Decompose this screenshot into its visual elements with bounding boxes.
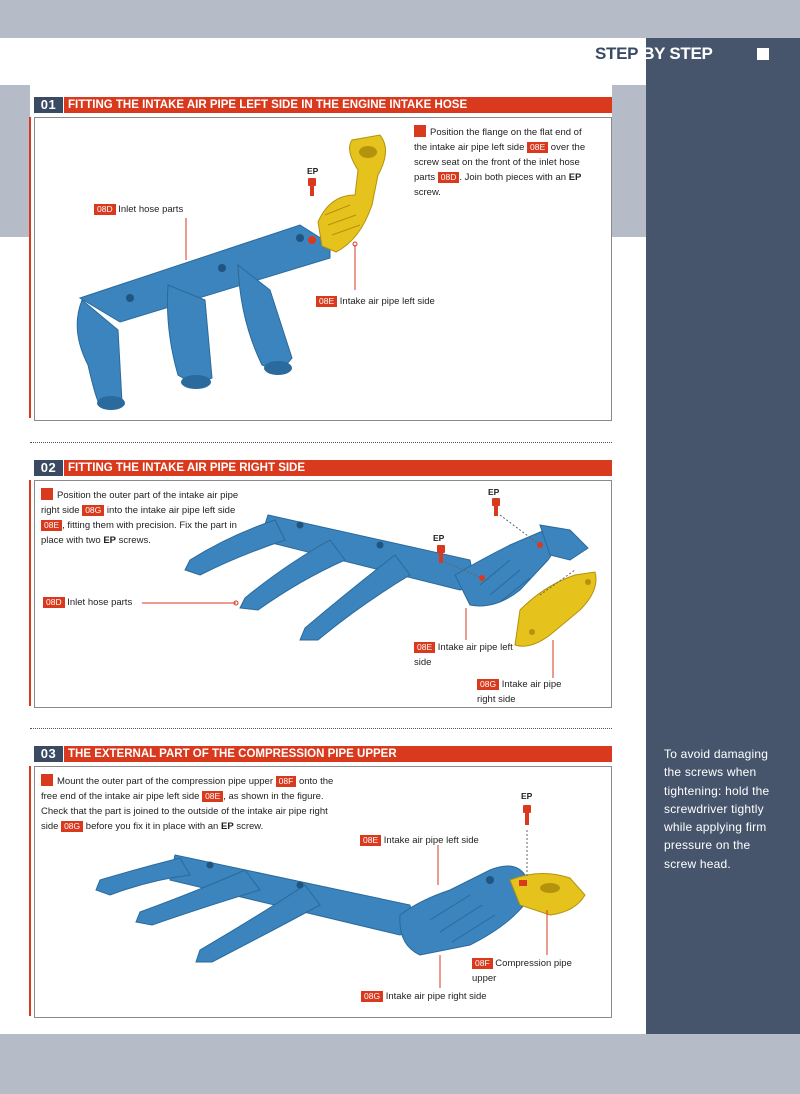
step-01-number: 01 <box>34 97 63 113</box>
tag-08G: 08G <box>82 505 104 516</box>
header-title-part1: STEP <box>595 44 639 63</box>
sidebar-tip-note: To avoid damaging the screws when tightening: hold the screwdriver tightly while applying firm pressure on the screw head. <box>664 747 770 871</box>
tag-08E: 08E <box>527 142 548 153</box>
step-01-callout-inlet-hose: 08D Inlet hose parts <box>94 202 183 217</box>
tag-08D: 08D <box>438 172 460 183</box>
tag-08F: 08F <box>276 776 297 787</box>
screw-icon <box>523 805 531 825</box>
step-02-screw-label-2: EP <box>433 533 445 543</box>
inlet-hose-part <box>96 855 415 962</box>
header-title-part2: BY STEP <box>642 44 713 63</box>
step-01-callout-intake-left: 08E Intake air pipe left side <box>316 294 435 309</box>
step-01-title: FITTING THE INTAKE AIR PIPE LEFT SIDE IN THE ENGINE INTAKE HOSE <box>64 97 612 113</box>
step-02-callout-intake-right: 08G Intake air pipe right side <box>477 679 562 705</box>
step-03-callout-compression-pipe: 08F Compression pipe upper <box>472 958 572 984</box>
step-02-callout-inlet-hose: 08D Inlet hose parts <box>43 595 132 610</box>
step-02-number: 02 <box>34 460 63 476</box>
step-03-instruction: Mount the outer part of the compression pipe upper 08F onto the free end of the intake air pipe left side 08E , as shown in the figure. Check that the part is joined to the outside of the intake air pipe right side 08G before you fix it in place with an EP screw. <box>41 776 334 832</box>
tag-08E: 08E <box>202 791 223 802</box>
tag-08E: 08E <box>41 520 62 531</box>
step-01-screw-label: EP <box>307 166 319 176</box>
step-03-number: 03 <box>34 746 63 762</box>
intake-air-pipe-assembly <box>400 866 528 955</box>
step-02-title: FITTING THE INTAKE AIR PIPE RIGHT SIDE <box>64 460 612 476</box>
step-03-screw-label: EP <box>521 791 533 801</box>
step-01-instruction: Position the flange on the flat end of the intake air pipe left side 08E over the screw seat on the front of the inlet hose parts 08D . Join both pieces with an EP screw. <box>414 127 586 198</box>
step-03-callout-intake-left: 08E Intake air pipe left side <box>360 833 479 848</box>
tag-08G: 08G <box>61 821 83 832</box>
step-03-title: THE EXTERNAL PART OF THE COMPRESSION PIPE UPPER <box>64 746 612 762</box>
step-03-callout-intake-right: 08G Intake air pipe right side <box>361 989 487 1004</box>
step-02-screw-label-1: EP <box>488 487 500 497</box>
step-02-callout-intake-left: 08E Intake air pipe left side <box>414 642 513 668</box>
step-02-instruction: Position the outer part of the intake air pipe right side 08G into the intake air pipe left side 08E , fitting them with precision. Fix the part in place with two EP screws. <box>41 490 239 546</box>
